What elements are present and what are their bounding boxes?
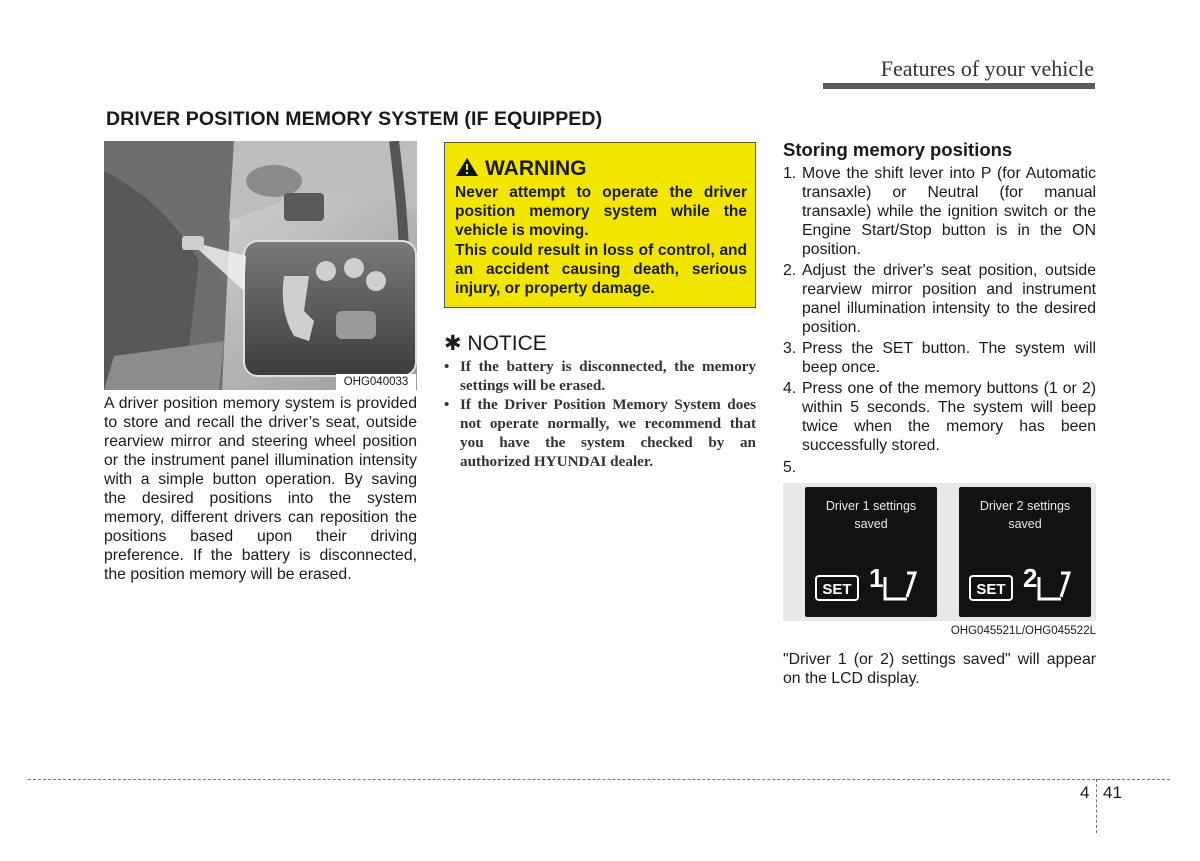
door-panel-photo (104, 141, 417, 390)
notice-item: • If the Driver Position Memory System does not operate normally, we recommend that you have the system checked by an authorized HYUNDAI dealer. (444, 396, 756, 470)
seat-icon (877, 567, 927, 607)
lcd-message: Driver 2 settings saved (979, 499, 1071, 531)
bullet-icon: • (444, 396, 450, 413)
memory-number: 1 (869, 563, 884, 593)
photo-caption: OHG040033 (336, 374, 416, 390)
lcd-message: Driver 1 settings saved (825, 499, 917, 531)
lcd-driver-2 (959, 487, 1091, 617)
notice-title: ✱ NOTICE (444, 332, 547, 355)
header-rule (823, 83, 1095, 89)
storing-title: Storing memory positions (783, 139, 1013, 160)
page-number: 41 (1103, 783, 1122, 802)
warning-title: WARNING (485, 157, 587, 180)
step-item: 2. Adjust the driver's seat position, outside rearview mirror position and instrument panel illumination intensity to the desired position. (783, 262, 1096, 336)
warning-text-2: This could result in loss of control, and an accident causing death, serious injury, or property damage. (455, 242, 747, 297)
intro-paragraph: A driver position memory system is provided to store and recall the driver’s seat, outside rearview mirror and steering wheel position or the instrument panel illumination intensity with a simple button operation. By saving the desired positions into the system memory, different drivers can reposition the positions based upon their driving preference. If the battery is disconnected, the position memory will be erased. (104, 395, 417, 583)
step-item: 1. Move the shift lever into P (for Automatic transaxle) or Neutral (for manual transaxle) while the ignition switch or the Engine Start/Stop button is in the ON position. (783, 165, 1096, 258)
warning-heading (455, 157, 587, 181)
set-button-label: SET (815, 575, 859, 601)
warning-triangle-icon (455, 157, 479, 177)
warning-box (444, 142, 756, 308)
set-button-label: SET (969, 575, 1013, 601)
bullet-icon: • (444, 358, 450, 375)
step-item: 3. Press the SET button. The system will beep once. (783, 340, 1096, 376)
lcd-display-images (783, 483, 1096, 621)
header-title: Features of your vehicle (880, 56, 1094, 81)
lcd-driver-1 (805, 487, 937, 617)
footer-rule (28, 779, 1170, 780)
memory-number: 2 (1023, 563, 1038, 593)
warning-text-1: Never attempt to operate the driver position memory system while the vehicle is moving. (455, 184, 747, 239)
lcd-caption: OHG045521L/OHG045522L (950, 625, 1096, 637)
footer-divider (1096, 779, 1097, 833)
notice-item: • If the battery is disconnected, the memory settings will be erased. (444, 358, 756, 394)
section-title: DRIVER POSITION MEMORY SYSTEM (IF EQUIPPED) (106, 108, 603, 130)
chapter-number: 4 (1080, 783, 1090, 802)
lcd-note: "Driver 1 (or 2) settings saved" will appear on the LCD display. (783, 651, 1096, 687)
seat-icon (1031, 567, 1081, 607)
step-item: 4. Press one of the memory buttons (1 or 2) within 5 seconds. The system will beep twice when the memory has been successfully stored. (783, 380, 1096, 454)
